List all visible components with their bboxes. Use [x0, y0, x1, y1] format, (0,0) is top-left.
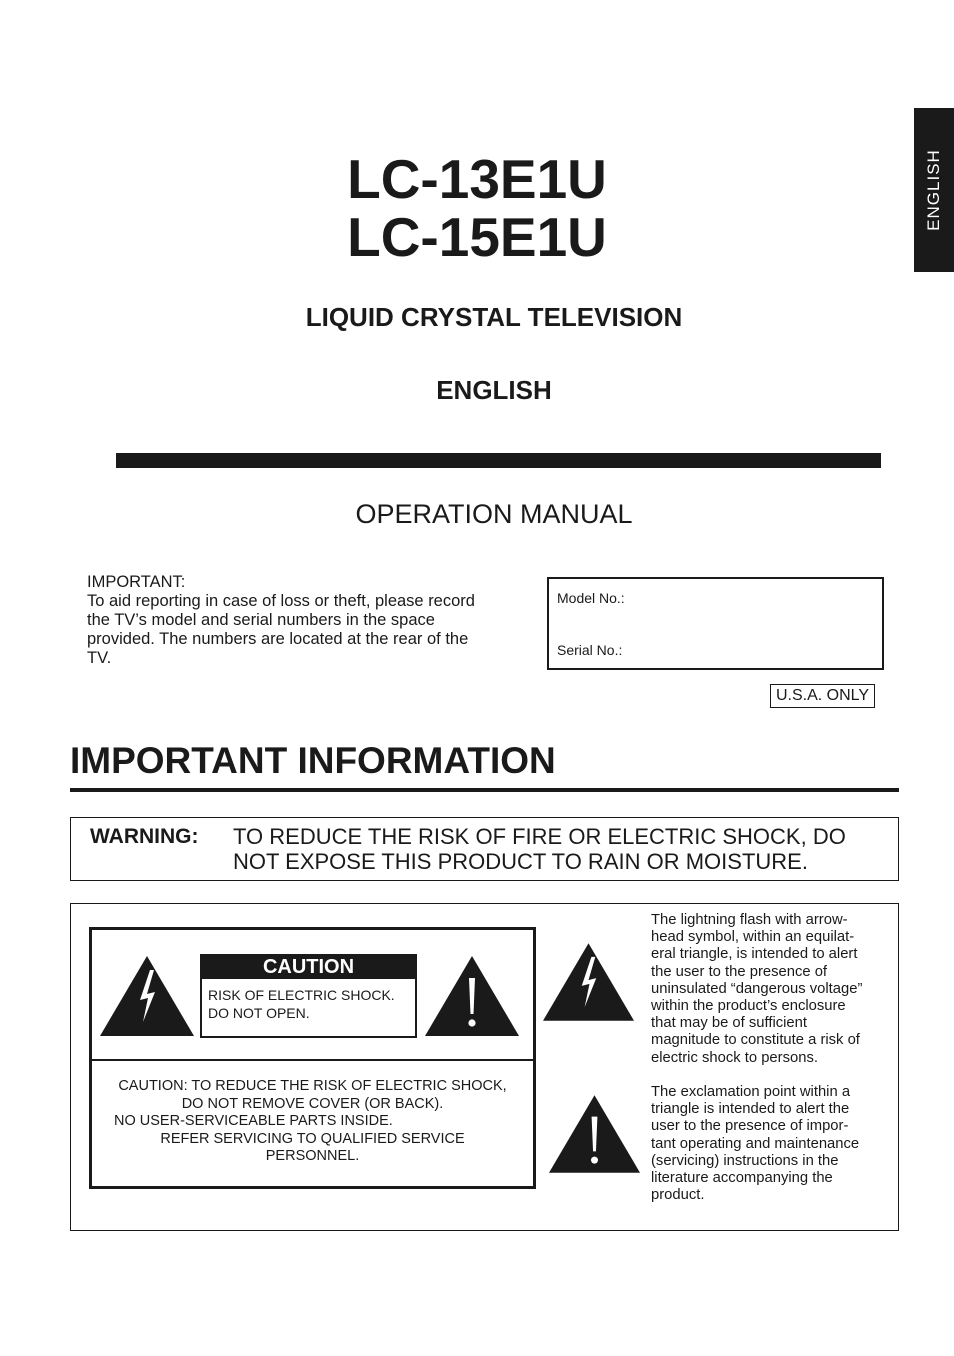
side-tab-label: ENGLISH: [924, 149, 943, 231]
caution-short-text: [208, 986, 413, 1022]
explanation-line: triangle is intended to alert the: [651, 1101, 850, 1118]
model-number-1: LC-13E1U: [347, 148, 607, 210]
caution-heading: CAUTION: [202, 956, 415, 979]
serial-number-label: Serial No.:: [557, 642, 623, 658]
language-heading: ENGLISH: [436, 375, 552, 405]
warning-box: [70, 817, 899, 881]
explanation-line: magnitude to constitute a risk of: [651, 1032, 860, 1049]
model-number-2: LC-15E1U: [347, 206, 607, 268]
caution-short-line: DO NOT OPEN.: [208, 1005, 310, 1021]
explanation-line: electric shock to persons.: [651, 1049, 818, 1066]
lightning-explanation: [651, 912, 891, 1067]
serial-record-box: [547, 577, 884, 670]
lightning-triangle-icon: [100, 956, 194, 1036]
explanation-line: (servicing) instructions in the: [651, 1152, 839, 1169]
caution-long-line: PERSONNEL.: [265, 1148, 360, 1164]
explanation-line: The exclamation point within a: [651, 1084, 851, 1100]
explanation-line: product.: [651, 1187, 705, 1204]
header-rule: [116, 453, 881, 468]
caution-box: [200, 954, 417, 1038]
explanation-line: uninsulated “dangerous voltage”: [651, 980, 863, 997]
section-title: IMPORTANT INFORMATION: [70, 740, 556, 781]
important-body: To aid reporting in case of loss or theft, please record the TV’s model and serial numbers in the space provided. The numbers are located at the rear of the TV.: [87, 592, 475, 667]
caution-short-line: RISK OF ELECTRIC SHOCK.: [208, 987, 395, 1003]
explanation-line: user to the presence of impor-: [651, 1118, 849, 1135]
region-badge: U.S.A. ONLY: [770, 684, 875, 708]
model-number-label: Model No.:: [557, 590, 625, 606]
explanation-line: that may be of sufficient: [651, 1015, 808, 1032]
product-subtitle: LIQUID CRYSTAL TELEVISION: [305, 302, 683, 332]
exclamation-triangle-icon: [425, 956, 519, 1036]
caution-long-text: [92, 1078, 533, 1166]
important-heading: IMPORTANT:: [87, 573, 186, 591]
explanation-line: the user to the presence of: [651, 963, 828, 980]
lightning-symbol-icon: [543, 942, 634, 1022]
explanation-line: within the product’s enclosure: [651, 998, 846, 1015]
caution-long-line: DO NOT REMOVE COVER (OR BACK).: [181, 1095, 444, 1112]
explanation-line: eral triangle, is intended to alert: [651, 946, 858, 963]
caution-long-line: CAUTION: TO REDUCE THE RISK OF ELECTRIC SHOCK,: [118, 1078, 507, 1094]
explanation-line: head symbol, within an equilat-: [651, 929, 855, 946]
caution-long-line: REFER SERVICING TO QUALIFIED SERVICE: [160, 1130, 465, 1147]
explanation-line: tant operating and maintenance: [651, 1135, 860, 1152]
important-note: [87, 573, 487, 668]
caution-long-line: NO USER-SERVICEABLE PARTS INSIDE.: [114, 1113, 393, 1129]
explanation-line: The lightning flash with arrow-: [651, 912, 848, 928]
manual-title: OPERATION MANUAL: [355, 499, 633, 529]
exclamation-symbol-icon: [549, 1094, 640, 1174]
caution-label-divider: [92, 1059, 533, 1061]
explanation-line: literature accompanying the: [651, 1170, 833, 1187]
warning-text: TO REDUCE THE RISK OF FIRE OR ELECTRIC SHOCK, DO NOT EXPOSE THIS PRODUCT TO RAIN OR MOISTURE.: [233, 824, 846, 874]
warning-label: WARNING:: [90, 825, 199, 848]
exclamation-explanation: [651, 1084, 891, 1204]
section-rule: [70, 788, 899, 792]
